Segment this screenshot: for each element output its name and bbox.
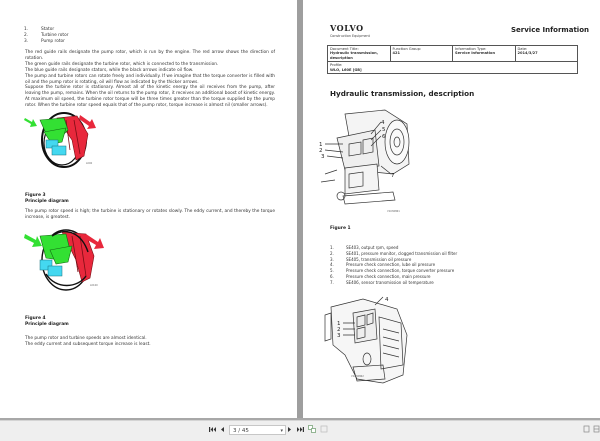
- list-number: 3.: [330, 256, 334, 262]
- sensor-list: [330, 245, 457, 286]
- brand-subtitle: Construction Equipment: [330, 34, 370, 38]
- service-info-title: Service Information: [511, 26, 589, 34]
- fullscreen-button[interactable]: [592, 424, 600, 434]
- meta-information-type: [453, 46, 516, 62]
- list-item: [330, 280, 457, 286]
- list-number: 2.: [24, 32, 29, 38]
- svg-text:1: 1: [319, 142, 323, 148]
- last-page-icon: [297, 426, 304, 433]
- last-page-button[interactable]: [296, 424, 304, 434]
- svg-text:5: 5: [382, 127, 386, 133]
- list-number: 7.: [330, 279, 334, 285]
- restore-window-button[interactable]: [582, 424, 590, 434]
- previous-page-button[interactable]: [219, 424, 226, 434]
- list-number: 5.: [330, 268, 334, 274]
- torque-converter-diagram-fig3: [22, 110, 100, 170]
- list-number: 4.: [330, 262, 334, 268]
- figure-caption: Principle diagram: [25, 198, 69, 204]
- list-number: 1.: [24, 27, 29, 32]
- meta-value: Service Information: [455, 51, 496, 56]
- paragraph: The red guide rails designate the pump rotor, which is run by the engine. The red arrow shows the direction of rotation.: [25, 50, 275, 61]
- meta-label: Function Group:: [392, 47, 422, 51]
- list-text: SE405, transmission oil pressure: [346, 256, 412, 262]
- section-heading: Hydraulic transmission, description: [330, 89, 475, 98]
- list-text: Pressure check connection, lube oil pressure: [346, 262, 436, 268]
- list-item: [24, 39, 69, 45]
- meta-function-group: [390, 46, 453, 62]
- list-number: 6.: [330, 273, 334, 279]
- first-page-icon: [209, 426, 216, 433]
- meta-value: 421: [392, 51, 401, 56]
- svg-text:V1036862: V1036862: [351, 375, 364, 378]
- svg-text:L000: L000: [86, 162, 93, 165]
- meta-label: Date:: [517, 47, 528, 51]
- two-page-view-button[interactable]: [307, 424, 316, 434]
- svg-text:L0100: L0100: [90, 284, 98, 287]
- paragraph: Suppose the turbine rotor is stationary. Almost all of the kinetic energy the oil receives from the pump, after leaving the pump, remains. When the oil returns to the pump rotor, it receives an additional boost of kinetic energy.: [25, 85, 275, 97]
- figure-1-label: Figure 1: [330, 226, 351, 231]
- meta-profile: [328, 62, 578, 74]
- meta-label: Profile:: [330, 63, 343, 68]
- transmission-drawing-fig2: [323, 295, 413, 387]
- list-text: Pump rotor: [41, 38, 65, 44]
- component-list: [24, 27, 69, 45]
- chevron-down-icon[interactable]: ▾: [280, 428, 283, 434]
- meta-value: 2014/3/27: [517, 51, 538, 56]
- svg-text:V1036861: V1036861: [387, 210, 400, 213]
- list-text: Pressure check connection, main pressure: [346, 273, 431, 279]
- figure-number: Figure 4: [25, 316, 46, 321]
- volvo-logo: VOLVO: [330, 23, 364, 33]
- single-page-view-icon: [320, 425, 328, 433]
- svg-text:6: 6: [382, 134, 386, 140]
- restore-icon: [583, 425, 590, 433]
- page-number-input[interactable]: [229, 425, 286, 435]
- description-paragraphs: [25, 50, 275, 109]
- svg-text:3: 3: [321, 154, 325, 160]
- document-meta-table: [327, 45, 578, 74]
- fullscreen-icon: [593, 425, 600, 433]
- list-text: SE406, sensor transmission oil temperature: [346, 279, 434, 285]
- page-number-value: 3 / 45: [233, 428, 249, 434]
- list-text: SE401, pressure monitor, clogged transmission oil filter: [346, 250, 458, 256]
- list-number: 2.: [330, 250, 334, 256]
- paragraph: The blue guide rails designate stators, while the black arrows indicate oil flow.: [25, 67, 194, 73]
- paragraph-fig3: The pump rotor speed is high; the turbine is stationary or rotates slowly. The eddy current, and thereby the torque increase, is greatest.: [25, 209, 275, 220]
- list-text: Pressure check connection, torque converter pressure: [346, 268, 455, 274]
- svg-text:3: 3: [337, 333, 341, 339]
- figure-3-label: [25, 193, 69, 204]
- figure-number: Figure 3: [25, 193, 46, 198]
- list-text: Stator: [41, 27, 55, 32]
- figure-4-label: [25, 316, 69, 327]
- next-page-button[interactable]: [286, 424, 293, 434]
- list-number: 1.: [330, 245, 334, 250]
- svg-text:4: 4: [381, 120, 385, 126]
- paragraph: The pump and turbine rotors can rotate freely and individually. If we imagine that the torque converter is filled with oil and the pump rotor is rotating, oil will flow as indicated by the thicker arrows.: [25, 73, 275, 85]
- svg-text:1: 1: [337, 321, 341, 327]
- first-page-button[interactable]: [208, 424, 216, 434]
- paragraph-fig4: [25, 336, 275, 348]
- paragraph: At maximum oil speed, the turbine rotor torque will be three times greater than the torque supplied by the pump rotor. When the turbine rotor speed equals that of the pump rotor, torque increase is almost nil (smaller arrows).: [25, 97, 275, 109]
- page-right: [303, 0, 600, 418]
- svg-text:2: 2: [337, 327, 341, 333]
- meta-document-title: [328, 46, 391, 62]
- two-page-view-icon: [308, 425, 316, 433]
- meta-label: Document Title:: [330, 47, 359, 51]
- meta-value: Hydraulic transmission, description: [330, 51, 379, 60]
- single-page-view-button[interactable]: [319, 424, 328, 434]
- paragraph: The green guide rails designate the turbine rotor, which is connected to the transmission.: [25, 61, 219, 67]
- svg-text:4: 4: [385, 297, 389, 303]
- page-left: [0, 0, 297, 418]
- torque-converter-diagram-fig4: [22, 226, 107, 294]
- list-number: 3.: [24, 38, 29, 44]
- figure-caption: Principle diagram: [25, 321, 69, 327]
- next-page-icon: [287, 426, 292, 433]
- meta-date: [515, 46, 578, 62]
- paragraph: The eddy current and subsequent torque increase is least.: [25, 341, 151, 347]
- svg-text:7: 7: [391, 173, 395, 179]
- svg-text:2: 2: [319, 148, 323, 154]
- previous-page-icon: [220, 426, 225, 433]
- meta-value: WLO, L60E [GB]: [330, 67, 362, 72]
- paragraph: The pump rotor and turbine speeds are almost identical.: [25, 336, 147, 341]
- list-text: SE403, output rpm, speed: [346, 245, 399, 250]
- transmission-drawing-fig1: [315, 104, 415, 216]
- list-text: Turbine rotor: [41, 32, 69, 38]
- meta-label: Information Type:: [455, 47, 487, 51]
